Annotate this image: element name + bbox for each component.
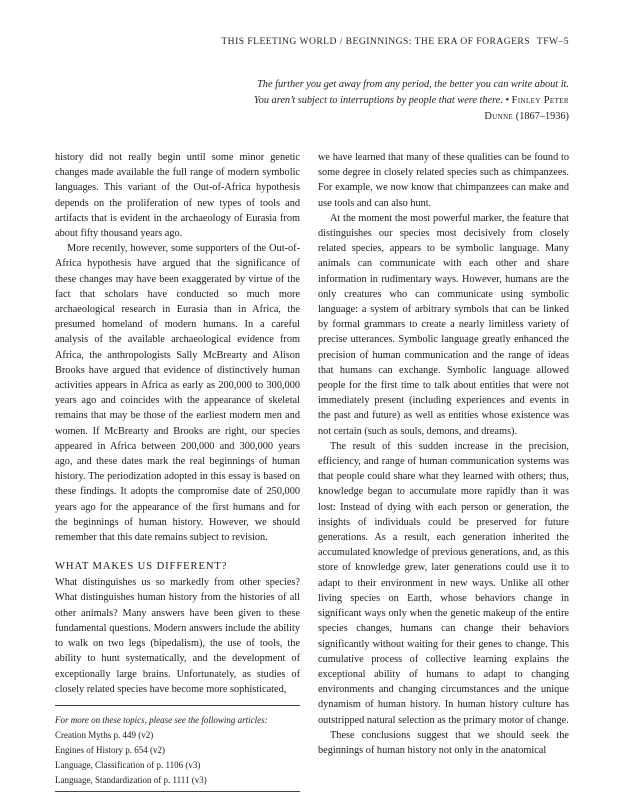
paragraph: More recently, however, some supporters of the Out-of-Africa hypothesis have argued that the significance of these changes may have been exaggerated by virtue of the fact that scholars have conducted so much more archaeological research in Eurasia than in Africa, the presumed homeland of modern humans. In a careful analysis of the available archaeological evidence from Africa, the anthropologists Sally McBrearty and Alison Brooks have argued that evidence of distinctively human activities appears in Africa as early as 200,000 to 300,000 years ago and coincides with the appearance of skeletal remains that may be those of the earliest modern men and women. If McBrearty and Brooks are right, our species appeared in Africa between 200,000 and 300,000 years ago, and these dates mark the real beginnings of human history. The periodization adopted in this essay is based on these findings. It adopts the compromise date of 250,000 years ago for the appearance of the first humans and for the beginnings of human history. However, we should remember that this date remains subject to revision. bbox=[55, 243, 300, 544]
page-folio: TFW–5 bbox=[536, 36, 569, 47]
paragraph: we have learned that many of these qualities can be found to some degree in closely related species such as chimpanzees. For example, we now know that chimpanzees can make and use tools and can also hunt. bbox=[318, 152, 569, 209]
paragraph: The result of this sudden increase in the precision, efficiency, and range of human communication systems was that people could share what they learned with others; thus, knowledge began to accumulate more rapidly than it was lost: Instead of dying with each person or generation, the insights of individuals could be preserved for future generations. As a result, each generation inherited the accumulated knowledge of previous generations, and, as this store of knowledge grew, later generations could use it to adapt to their environment in new ways. Unlike all other living species on Earth, whose behaviors change in significant ways only when the genetic makeup of the entire species changes, humans can change their behaviors significantly without waiting for their genes to change. This cumulative process of collective learning explains the exceptional ability of humans to adapt to changing environments and changing circumstances and the unique dynamism of human history. In human history culture has outstripped natural selection as the primary motor of change. bbox=[318, 440, 569, 726]
running-title: THIS FLEETING WORLD / BEGINNINGS: THE ERA OF FORAGERS bbox=[221, 36, 531, 47]
epigraph bbox=[251, 77, 569, 125]
see-also-link[interactable]: Engines of History p. 654 (v2) bbox=[55, 744, 165, 755]
paragraph: What distinguishes us so markedly from other species? What distinguishes human history from the histories of all other animals? Many answers have been given to these fundamental questions. Modern answers include the ability to walk on two legs (bipedalism), the use of tools, the ability to hunt systematically, and the development of exceptionally large brains. Unfortunately, as studies of closely related species have become more sophisticated, bbox=[55, 577, 300, 695]
see-also-link[interactable]: Language, Standardization of p. 1111 (v3) bbox=[55, 774, 207, 785]
see-also-link[interactable]: Language, Classification of p. 1106 (v3) bbox=[55, 759, 201, 770]
left-column bbox=[55, 150, 300, 792]
paragraph: At the moment the most powerful marker, the feature that distinguishes our species most decisively from closely related species, appears to be symbolic language. Many animals can communicate with each other and share information in rudimentary ways. However, humans are the only creatures who can communicate using symbolic language: a system of arbitrary symbols that can be linked by formal grammars to create a nearly limitless variety of precise utterances. Symbolic language greatly enhanced the precision of human communication and the range of ideas that humans can exchange. Symbolic language allowed people for the first time to talk about entities that were not immediately present (including experiences and events in the past and future) as well as entities whose existence was not certain (such as souls, demons, and dreams). bbox=[318, 212, 569, 437]
epigraph-dates: (1867–1936) bbox=[515, 111, 569, 122]
right-column bbox=[318, 150, 569, 758]
epigraph-quote: The further you get away from any period, the better you can write about it. You aren’t subject to interruptions by people that were there. bbox=[253, 79, 569, 106]
epigraph-author: Finley Peter Dunne bbox=[484, 95, 569, 122]
paragraph: history did not really begin until some minor genetic changes made available the full range of modern symbolic languages. This variant of the Out-of-Africa hypothesis depends on the proliferation of new types of tools and artifacts that is evident in the archaeology of Eurasia from about fifty thousand years ago. bbox=[55, 152, 300, 240]
epigraph-bullet: • bbox=[505, 95, 510, 106]
see-also-intro: For more on these topics, please see the following articles: bbox=[55, 714, 268, 725]
paragraph: These conclusions suggest that we should seek the beginnings of human history not only in the anatomical bbox=[318, 729, 569, 756]
section-heading: WHAT MAKES US DIFFERENT? bbox=[55, 561, 228, 573]
see-also-box bbox=[55, 705, 300, 792]
running-head bbox=[221, 36, 569, 47]
see-also-link[interactable]: Creation Myths p. 449 (v2) bbox=[55, 729, 154, 740]
